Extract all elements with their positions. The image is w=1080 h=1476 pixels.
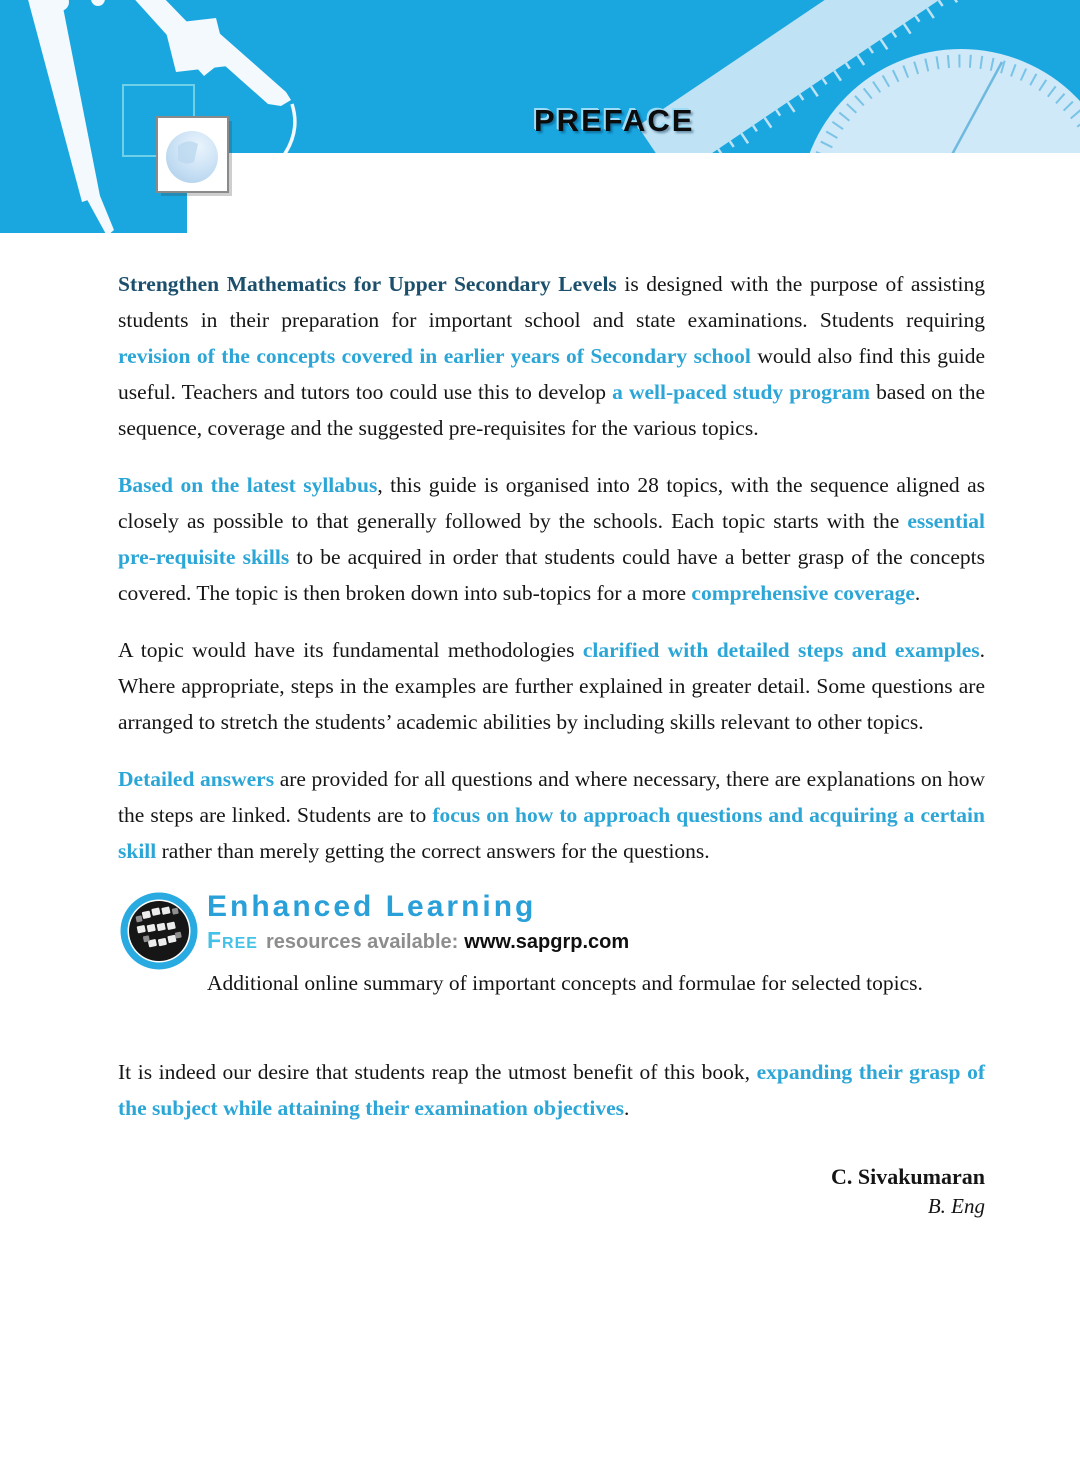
text-segment: . — [914, 581, 921, 605]
paragraph-2 — [118, 467, 985, 611]
enhanced-learning-title: Enhanced Learning — [207, 890, 537, 923]
enhanced-learning-section — [118, 890, 985, 1028]
highlight-text: revision of the concepts covered in earlier years of Secondary school — [118, 344, 751, 368]
author-name: C. Sivakumaran — [830, 1164, 985, 1189]
paragraph-4 — [118, 761, 985, 869]
text-segment: are provided for all questions and where necessary, there are explanations on how the steps are linked. Students are to — [118, 767, 985, 827]
author-degree: B. Eng — [927, 1194, 985, 1218]
text-segment: . — [624, 1096, 630, 1120]
text-segment: would also find this guide useful. Teachers and tutors too could use this to develop — [118, 344, 985, 404]
highlight-text: clarified with detailed steps and examples — [582, 638, 980, 662]
enhanced-learning-body — [207, 890, 985, 1000]
highlight-text: expanding their grasp of the subject while attaining their examination objectives — [118, 1060, 985, 1120]
enhanced-learning-description: Additional online summary of important concepts and formulae for selected topics. — [207, 971, 923, 995]
website-url[interactable]: www.sapgrp.com — [464, 931, 630, 953]
resources-label: resources available: — [265, 931, 459, 953]
page-title: PREFACE — [534, 103, 695, 138]
highlight-text: focus on how to approach questions and acquiring a certain skill — [118, 803, 985, 863]
highlight-text: a well-paced study program — [612, 380, 871, 404]
text-segment: to be acquired in order that students could have a better grasp of the concepts covered. The topic is then broken down into sub-topics for a more — [118, 545, 985, 605]
highlight-text: essential pre-requisite skills — [118, 509, 985, 569]
text-segment: A topic would have its fundamental methodologies — [118, 638, 583, 662]
content — [118, 266, 985, 1220]
text-segment: based on the sequence, coverage and the suggested pre-requisites for the various topics. — [118, 380, 986, 440]
paragraph-5 — [118, 1054, 985, 1126]
paragraph-1 — [118, 266, 985, 446]
highlight-text: Based on the latest syllabus — [118, 473, 378, 497]
enhanced-learning-subtitle — [207, 927, 985, 954]
text-segment: is designed with the purpose of assisting students in their preparation for important school and state examinations. Students requiring — [118, 272, 985, 332]
paragraph-3 — [118, 632, 985, 740]
text-segment: . Where appropriate, steps in the examples are further explained in greater detail. Some questions are arranged to stretch the students’ academic abilities by including skills relevant to other topics. — [118, 638, 985, 734]
highlight-text: Detailed answers — [118, 767, 275, 791]
highlight-text: comprehensive coverage — [691, 581, 915, 605]
sphere-tile — [157, 117, 232, 196]
text-segment: It is indeed our desire that students reap the utmost benefit of this book, — [118, 1060, 757, 1084]
text-segment: rather than merely getting the correct answers for the questions. — [156, 839, 710, 863]
free-label: Free — [207, 927, 258, 953]
text-segment: , this guide is organised into 28 topics, with the sequence aligned as closely as possible to that generally followed by the schools. Each topic starts with the — [118, 473, 986, 533]
signature-block — [118, 1162, 985, 1220]
enhanced-learning-logo-icon — [120, 892, 198, 970]
book-title-text: Strengthen Mathematics for Upper Secondary Levels — [118, 272, 617, 296]
